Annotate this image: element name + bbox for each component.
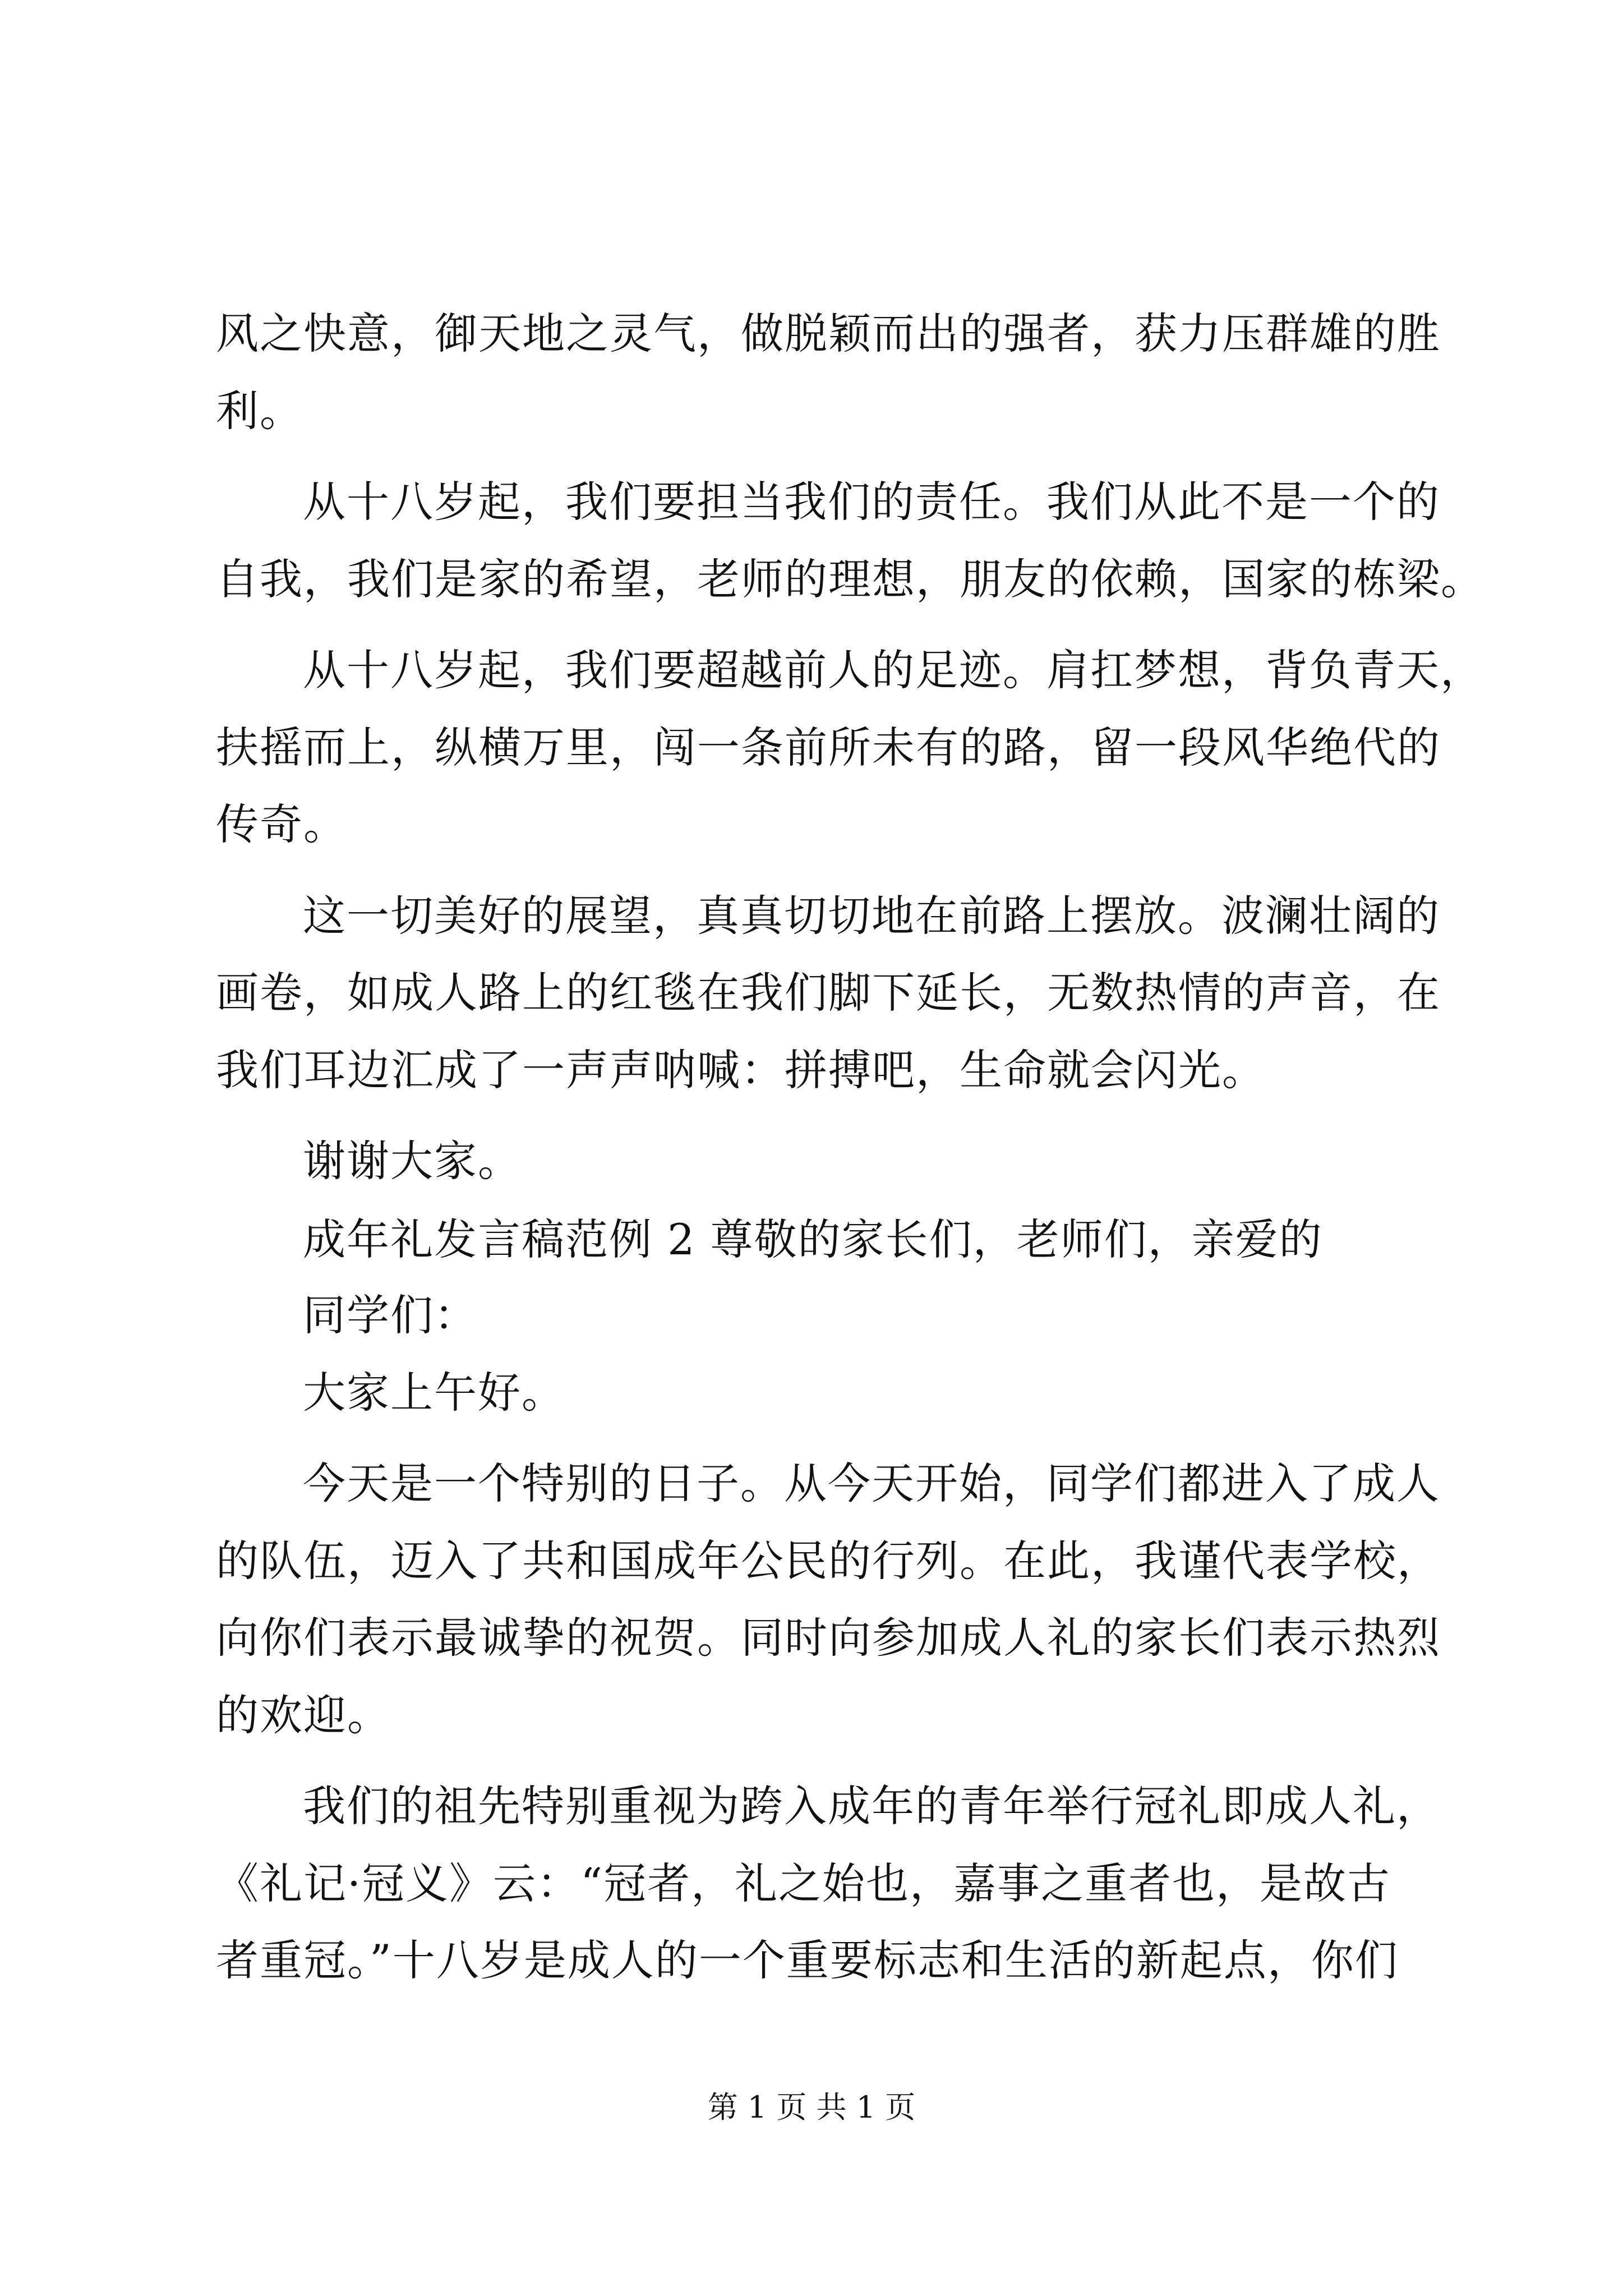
text-line: 《礼记·冠义》云：“冠者，礼之始也，嘉事之重者也，是故古 (216, 1858, 1391, 1908)
text-line: 者重冠。”十八岁是成人的一个重要标志和生活的新起点，你们 (216, 1935, 1399, 1985)
text-line: 的队伍，迈入了共和国成年公民的行列。在此，我谨代表学校， (216, 1536, 1441, 1586)
text-line: 自我，我们是家的希望，老师的理想，朋友的依赖，国家的栋梁。 (216, 554, 1484, 604)
text-line: 从十八岁起，我们要超越前人的足迹。肩扛梦想，背负青天， (303, 645, 1484, 695)
text-line: 我们的祖先特别重视为跨入成年的青年举行冠礼即成人礼， (303, 1781, 1440, 1831)
text-line: 大家上午好。 (303, 1368, 565, 1418)
text-line: 谢谢大家。 (303, 1136, 522, 1186)
text-line: 从十八岁起，我们要担当我们的责任。我们从此不是一个的 (303, 477, 1440, 527)
text-line: 的欢迎。 (216, 1690, 391, 1740)
text-line: 我们耳边汇成了一声声呐喊：拼搏吧，生命就会闪光。 (216, 1045, 1266, 1095)
text-line: 画卷，如成人路上的红毯在我们脚下延长，无数热情的声音，在 (216, 968, 1441, 1018)
text-line: 这一切美好的展望，真真切切地在前路上摆放。波澜壮阔的 (303, 891, 1440, 941)
text-line: 扶摇而上，纵横万里，闯一条前所未有的路，留一段风华绝代的 (216, 723, 1441, 772)
text-line: 利。 (216, 386, 303, 436)
text-line: 向你们表示最诚挚的祝贺。同时向参加成人礼的家长们表示热烈 (216, 1613, 1441, 1663)
text-line: 今天是一个特别的日子。从今天开始，同学们都进入了成人 (303, 1458, 1440, 1508)
text-line: 同学们： (303, 1290, 478, 1340)
text-line: 风之快意，御天地之灵气，做脱颖而出的强者，获力压群雄的胜 (216, 309, 1441, 358)
page-footer: 第 1 页 共 1 页 (707, 2090, 916, 2125)
text-line: 传奇。 (216, 799, 347, 849)
text-line: 成年礼发言稿范例 2 尊敬的家长们，老师们，亲爱的 (303, 1214, 1323, 1264)
